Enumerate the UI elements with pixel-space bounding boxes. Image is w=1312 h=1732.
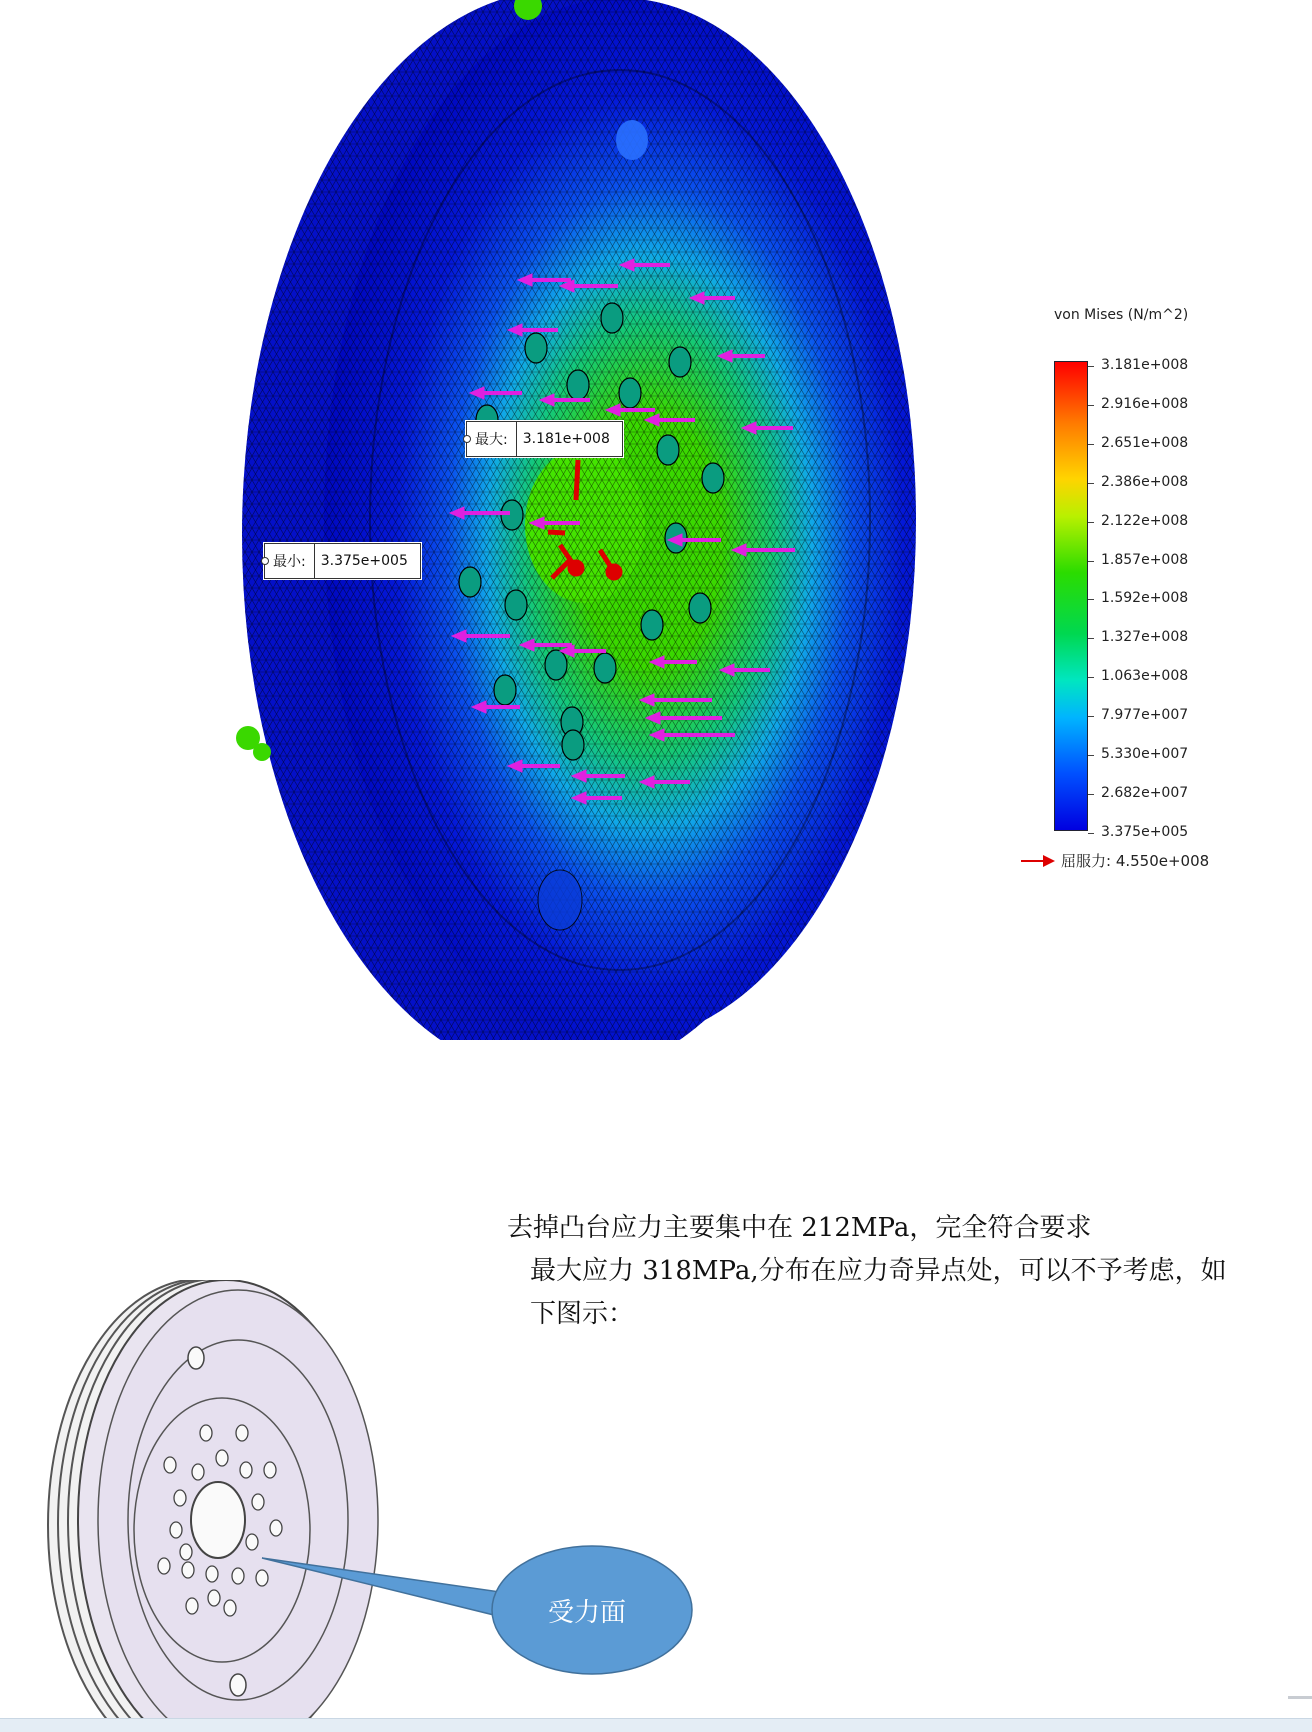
- bottom-status-bar: [0, 1718, 1312, 1732]
- bolt-hole: [657, 435, 679, 465]
- probe-pin-icon: [261, 557, 269, 565]
- callout-label: 受力面: [548, 1598, 627, 1628]
- legend-colorbar: [1054, 361, 1088, 831]
- legend-tick-mark: [1088, 444, 1094, 445]
- bolt-hole: [689, 593, 711, 623]
- drawing-hole: [216, 1450, 228, 1466]
- drawing-hole: [158, 1558, 170, 1574]
- yield-arrow-icon: [1021, 854, 1055, 868]
- legend-title: von Mises (N/m^2): [1054, 307, 1189, 323]
- legend-tick-label: 2.651e+008: [1101, 434, 1189, 451]
- right-tab: [1288, 1696, 1312, 1699]
- drawing-hole: [192, 1464, 204, 1480]
- bolt-hole: [505, 590, 527, 620]
- legend-tick-mark: [1088, 755, 1094, 756]
- drawing-hole: [236, 1425, 248, 1441]
- paragraph-line-2: 最大应力 318MPa,分布在应力奇异点处，可以不予考虑，如: [530, 1256, 1227, 1286]
- max-probe-label: 最大:: [471, 422, 517, 456]
- bolt-hole: [702, 463, 724, 493]
- bolt-hole: [545, 650, 567, 680]
- yield-label: 屈服力: 4.550e+008: [1061, 852, 1210, 870]
- legend-tick-mark: [1088, 716, 1094, 717]
- drawing-hole: [174, 1490, 186, 1506]
- legend-tick-label: 1.592e+008: [1101, 590, 1189, 607]
- legend-tick-label: 1.327e+008: [1101, 629, 1189, 646]
- bolt-hole: [601, 303, 623, 333]
- legend-tick-mark: [1088, 483, 1094, 484]
- legend-tick-mark: [1088, 366, 1094, 367]
- legend-tick-mark: [1088, 599, 1094, 600]
- legend-tick-mark: [1088, 833, 1094, 834]
- drawing-hole: [206, 1566, 218, 1582]
- bolt-hole: [619, 378, 641, 408]
- yield-strength: [1021, 850, 1209, 871]
- legend-tick-label: 2.682e+007: [1101, 784, 1189, 801]
- bolt-hole: [594, 653, 616, 683]
- drawing-hole: [264, 1462, 276, 1478]
- legend-tick-label: 3.375e+005: [1101, 823, 1189, 840]
- drawing-hole: [270, 1520, 282, 1536]
- drawing-hole: [252, 1494, 264, 1510]
- drawing-hole: [224, 1600, 236, 1616]
- drawing-hole: [240, 1462, 252, 1478]
- drawing-hole: [232, 1568, 244, 1584]
- bolt-hole: [567, 370, 589, 400]
- legend-tick-label: 1.857e+008: [1101, 551, 1189, 568]
- max-probe: [466, 421, 623, 457]
- legend-tick-mark: [1088, 405, 1094, 406]
- probe-pin-icon: [463, 435, 471, 443]
- legend-tick-mark: [1088, 794, 1094, 795]
- drawing-hole: [200, 1425, 212, 1441]
- min-probe-value: 3.375e+005: [320, 553, 408, 569]
- legend-tick-label: 3.181e+008: [1101, 357, 1189, 373]
- paragraph-line-3: 下图示：: [530, 1299, 635, 1329]
- bolt-hole: [641, 610, 663, 640]
- bolt-hole: [562, 730, 584, 760]
- wheel-drawing: [0, 1280, 760, 1731]
- min-probe-label: 最小:: [269, 544, 315, 578]
- drawing-hole: [164, 1457, 176, 1473]
- drawing-hole: [170, 1522, 182, 1538]
- legend-tick-label: 5.330e+007: [1101, 746, 1189, 762]
- drawing-hole: [246, 1534, 258, 1550]
- legend-tick-label: 2.386e+008: [1101, 473, 1189, 490]
- drawing-hole: [180, 1544, 192, 1560]
- bolt-hole: [459, 567, 481, 597]
- drawing-hole: [182, 1562, 194, 1578]
- legend-tick-label: 2.122e+008: [1101, 512, 1189, 529]
- legend-tick-mark: [1088, 522, 1094, 523]
- bolt-hole: [669, 347, 691, 377]
- drawing-hole: [186, 1598, 198, 1614]
- legend-tick-label: 7.977e+007: [1101, 707, 1189, 724]
- paragraph-line-1: 去掉凸台应力主要集中在 212MPa，完全符合要求: [507, 1213, 1092, 1243]
- max-probe-value: 3.181e+008: [522, 431, 610, 447]
- drawing-hole: [208, 1590, 220, 1606]
- legend-tick-label: 1.063e+008: [1101, 668, 1189, 685]
- drawing-hole: [256, 1570, 268, 1586]
- bolt-hole: [525, 333, 547, 363]
- min-probe: [264, 543, 421, 579]
- legend-tick-label: 2.916e+008: [1101, 395, 1189, 412]
- legend-tick-mark: [1088, 561, 1094, 562]
- legend-tick-mark: [1088, 677, 1094, 678]
- legend-tick-mark: [1088, 638, 1094, 639]
- bolt-hole: [494, 675, 516, 705]
